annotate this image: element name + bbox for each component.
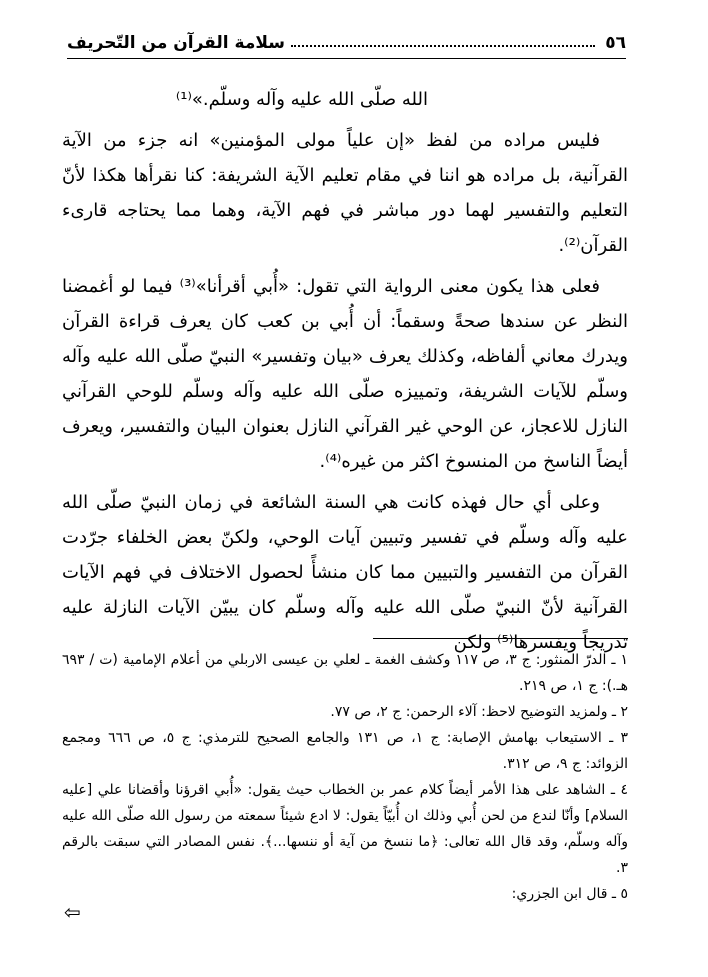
footnote-3: ٣ ـ الاستيعاب بهامش الإصابة: ج ١، ص ١٣١ والجامع الصحيح للترمذي: ج ٥، ص ٦٦٦ ومجمع الزوائد: ج ٩، ص ٣١٢.: [62, 730, 628, 772]
paragraph-2: فليس مراده من لفظ «إن علياً مولى المؤمنين» انه جزء من الآية القرآنية، بل مراده هو اننا في مقام تعليم الآية الشريفة: كنا نقرأها هكذا لأنّ التعليم والتفسير لهما دور مباشر في فهم الآية، وهما مما يحتاجه قارىء القرآن⁽²⁾.: [62, 130, 628, 256]
next-page-arrow-icon: ⇦: [64, 900, 81, 924]
paragraph-1: الله صلّى الله عليه وآله وسلّم.»⁽¹⁾: [175, 89, 428, 110]
paragraph-3: فعلى هذا يكون معنى الرواية التي تقول: «أُبي أقرأنا»⁽³⁾ فيما لو أغمضنا النظر عن سندها صحةً وسقماً: أن أُبي بن كعب كان يعرف قراءة القرآن ويدرك معاني ألفاظه، وكذلك يعرف «بيان وتفسير» النبيّ صلّى الله عليه وآله وسلّم للآيات الشريفة، وتمييزه صلّى الله عليه وآله وسلّم للوحي القرآني النازل للاعجاز، عن الوحي غير القرآني النازل بعنوان البيان والتفسير، ويعرف أيضاً الناسخ من المنسوخ اكثر من غيره⁽⁴⁾.: [62, 276, 628, 472]
header-title: سلامة القرآن من التّحريف: [67, 33, 286, 53]
header-dot-leader: [291, 45, 595, 47]
footnote-4: ٤ ـ الشاهد على هذا الأمر أيضاً كلام عمر بن الخطاب حيث يقول: «أُبي اقرؤنا وأقضانا علي [عليه السلام] وأنّا لندع من لحن أُبي وذلك ان أُبيّاً يقول: لا ادع شيئاً سمعته من رسول الله صلّى الله عليه وآله وسلّم، وقد قال الله تعالى: ﴿ما ننسخ من آية أو ننسها...﴾. نفس المصادر التي سبقت بالرقم ٣.: [62, 782, 628, 876]
main-text: [62, 82, 628, 666]
running-header: [67, 30, 626, 56]
footnote-separator: [373, 638, 628, 639]
footnote-5: ٥ ـ قال ابن الجزري:: [511, 886, 628, 902]
header-rule: [67, 58, 626, 59]
footnotes: [62, 647, 628, 907]
page-number: ٥٦: [605, 33, 626, 53]
footnote-2: ٢ ـ ولمزيد التوضيح لاحظ: آلاء الرحمن: ج ٢، ص ٧٧.: [330, 704, 628, 720]
paragraph-4: وعلى أي حال فهذه كانت هي السنة الشائعة في زمان النبيّ صلّى الله عليه وآله وسلّم في تفسير وتبيين آيات الوحي، ولكنّ بعض الخلفاء جرّدت القرآن من التفسير والتبيين مما كان منشأً لحصول الاختلاف في فهم الآيات القرآنية لأنّ النبيّ صلّى الله عليه وآله وسلّم كان يبيّن الآيات النازلة عليه تدريجاً ويفسرها⁽⁵⁾ ولكن: [62, 492, 628, 653]
footnote-1: ١ ـ الدرّ المنثور: ج ٣، ص ١١٧ وكشف الغمة ـ لعلي بن عيسى الاربلي من أعلام الإمامية (ت / ٦٩٣ هـ.): ج ١، ص ٢١٩.: [62, 652, 628, 694]
